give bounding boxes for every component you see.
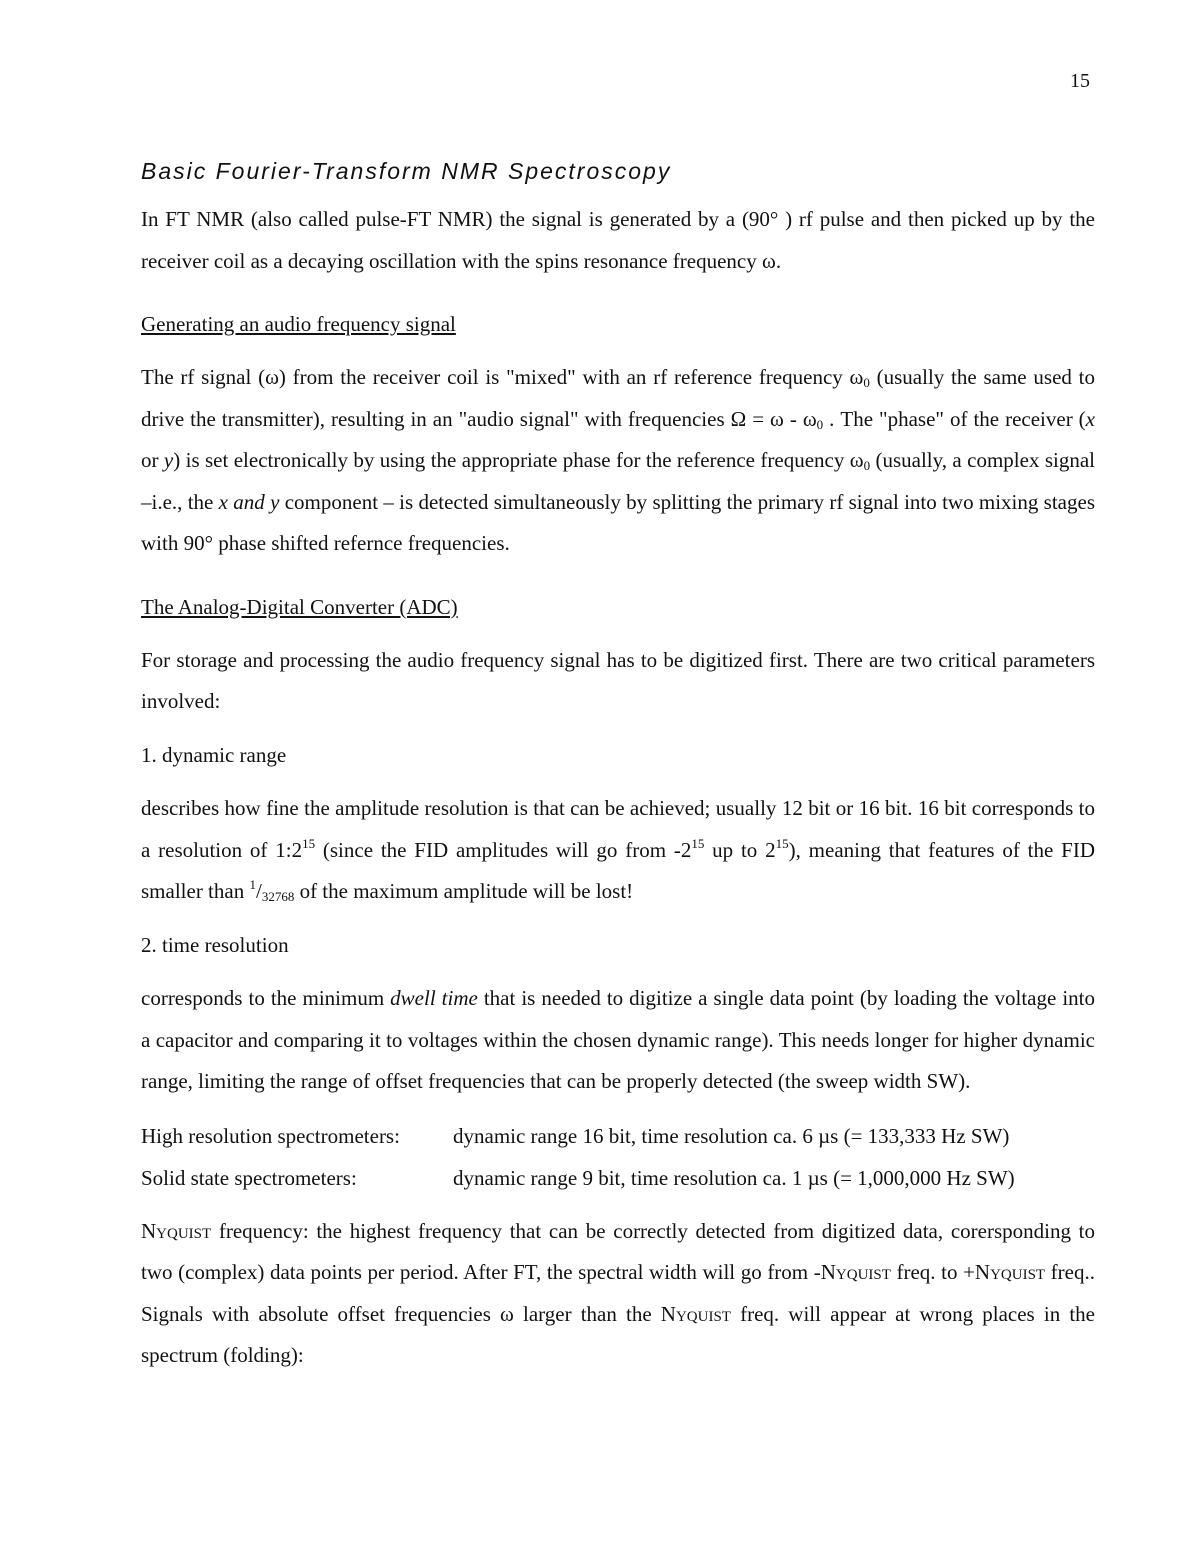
- page-number: 15: [1070, 70, 1090, 92]
- audio-signal-paragraph: The rf signal (ω) from the receiver coil is "mixed" with an rf reference frequency $\omega_0$ (usually the same used to drive the transmitter), resulting in an "audio signal" with frequencies $\Omega = \omega - \omega_0$ . The "phase" of the receiver (x or y) is set electronically by using the appropriate phase for the reference frequency $\omega_0$ (usually, a complex signal –i.e., the x and y component – is detected simultaneously by splitting the primary rf signal into two mixing stages with 90° phase shifted refernce frequencies.: [141, 365, 1095, 555]
- time-resolution-paragraph: corresponds to the minimum dwell time that is needed to digitize a single data point (by loading the voltage into a capacitor and comparing it to voltages within the chosen dynamic range). This needs longer for higher dynamic range, limiting the range of offset frequencies that can be properly detected (the sweep width SW).: [141, 986, 1095, 1093]
- intro-paragraph: In FT NMR (also called pulse-FT NMR) the signal is generated by a (90° ) rf pulse and then picked up by the receiver coil as a decaying oscillation with the spins resonance frequency ω.: [141, 207, 1095, 273]
- spectrometer-table: [141, 1115, 1095, 1199]
- spectrometer-row: [141, 1115, 1095, 1157]
- nyquist-paragraph: Nyquist frequency: the highest frequency that can be correctly detected from digitized data, corersponding to two (complex) data points per period. After FT, the spectral width will go from -Nyquist freq. to +Nyquist freq.. Signals with absolute offset frequencies ω larger than the Nyquist freq. will appear at wrong places in the spectrum (folding):: [141, 1218, 1095, 1367]
- adc-intro-paragraph: For storage and processing the audio frequency signal has to be digitized first. There are two critical parameters involved:: [141, 647, 1095, 713]
- heading-audio-signal: Generating an audio frequency signal: [141, 312, 456, 336]
- spectrometer-label: Solid state spectrometers:: [141, 1165, 357, 1190]
- section-title: Basic Fourier-Transform NMR Spectroscopy: [141, 158, 672, 184]
- spectrometer-label: High resolution spectrometers:: [141, 1123, 400, 1148]
- spectrometer-row: [141, 1157, 1095, 1199]
- item-time-resolution: 2. time resolution: [141, 932, 289, 957]
- heading-adc: The Analog-Digital Converter (ADC): [141, 594, 458, 619]
- spectrometer-value: dynamic range 9 bit, time resolution ca. 1 µs (= 1,000,000 Hz SW): [453, 1165, 1015, 1190]
- spectrometer-value: dynamic range 16 bit, time resolution ca. 6 µs (= 133,333 Hz SW): [453, 1123, 1010, 1148]
- dynamic-range-paragraph: describes how fine the amplitude resolution is that can be achieved; usually 12 bit or 16 bit. 16 bit corresponds to a resolution of $1:2^{15}$ (since the FID amplitudes will go from $-2^{15}$ up to $2^{15}$), meaning that features of the FID smaller than $^1/_{32768}$ of the maximum amplitude will be lost!: [141, 796, 1095, 904]
- item-dynamic-range: 1. dynamic range: [141, 742, 287, 767]
- page-content: [141, 150, 1095, 1377]
- fraction: $^1/_{32768}$: [249, 877, 295, 904]
